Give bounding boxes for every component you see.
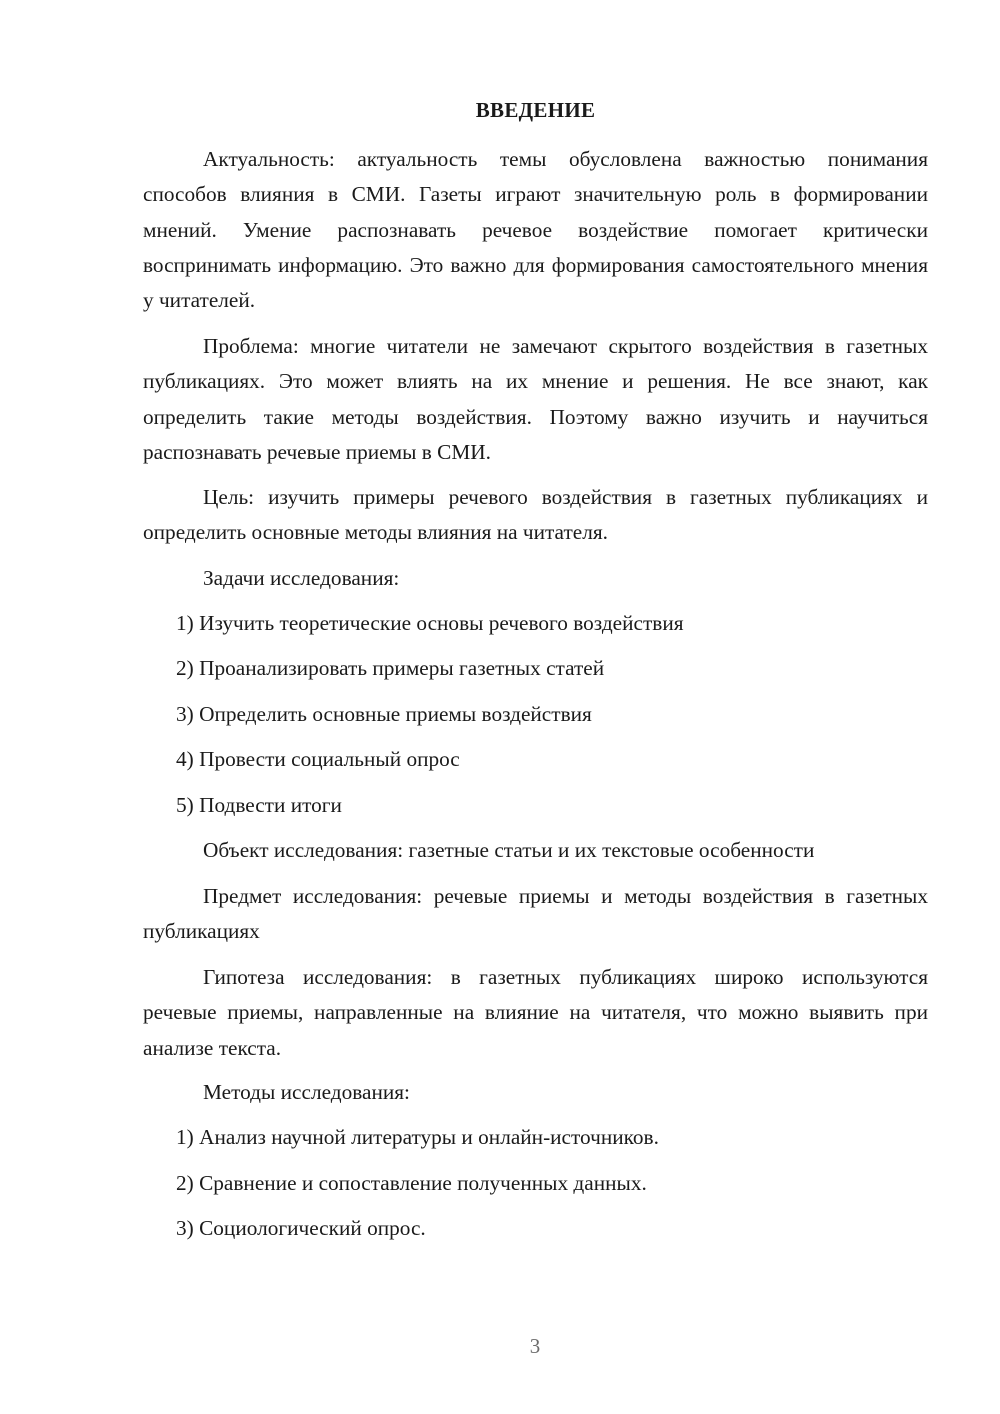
methods-heading: Методы исследования: — [203, 1080, 410, 1104]
task-item: 4) Провести социальный опрос — [176, 747, 460, 771]
method-item: 1) Анализ научной литературы и онлайн-источников. — [176, 1125, 659, 1149]
method-item: 2) Сравнение и сопоставление полученных данных. — [176, 1171, 647, 1195]
problem-paragraph: Проблема: многие читатели не замечают скрытого воздействия в газетных публикациях. Это может влиять на их мнение и решения. Не все знают, как определить такие методы воздействия. Поэтому важно изучить и научиться распознавать речевые приемы в СМИ. — [143, 334, 928, 464]
task-item: 2) Проанализировать примеры газетных статей — [176, 656, 605, 680]
tasks-heading: Задачи исследования: — [203, 566, 400, 590]
method-item: 3) Социологический опрос. — [176, 1216, 426, 1240]
subject-paragraph: Предмет исследования: речевые приемы и методы воздействия в газетных публикациях — [143, 884, 928, 944]
task-item: 5) Подвести итоги — [176, 793, 342, 817]
task-item: 3) Определить основные приемы воздействия — [176, 702, 592, 726]
hypothesis-paragraph: Гипотеза исследования: в газетных публикациях широко используются речевые приемы, направленные на влияние на читателя, что можно выявить при анализе текста. — [143, 965, 928, 1060]
relevance-paragraph: Актуальность: актуальность темы обусловлена важностью понимания способов влияния в СМИ. Газеты играют значительную роль в формировании мнений. Умение распознавать речевое воздействие помогает критически воспринимать информацию. Это важно для формирования самостоятельного мнения у читателей. — [143, 147, 928, 313]
task-item: 1) Изучить теоретические основы речевого воздействия — [176, 611, 684, 635]
page-number: 3 — [529, 1334, 541, 1358]
page-title: ВВЕДЕНИЕ — [475, 98, 596, 122]
goal-paragraph: Цель: изучить примеры речевого воздействия в газетных публикациях и определить основные методы влияния на читателя. — [143, 485, 928, 545]
object-line: Объект исследования: газетные статьи и их текстовые особенности — [203, 838, 815, 862]
